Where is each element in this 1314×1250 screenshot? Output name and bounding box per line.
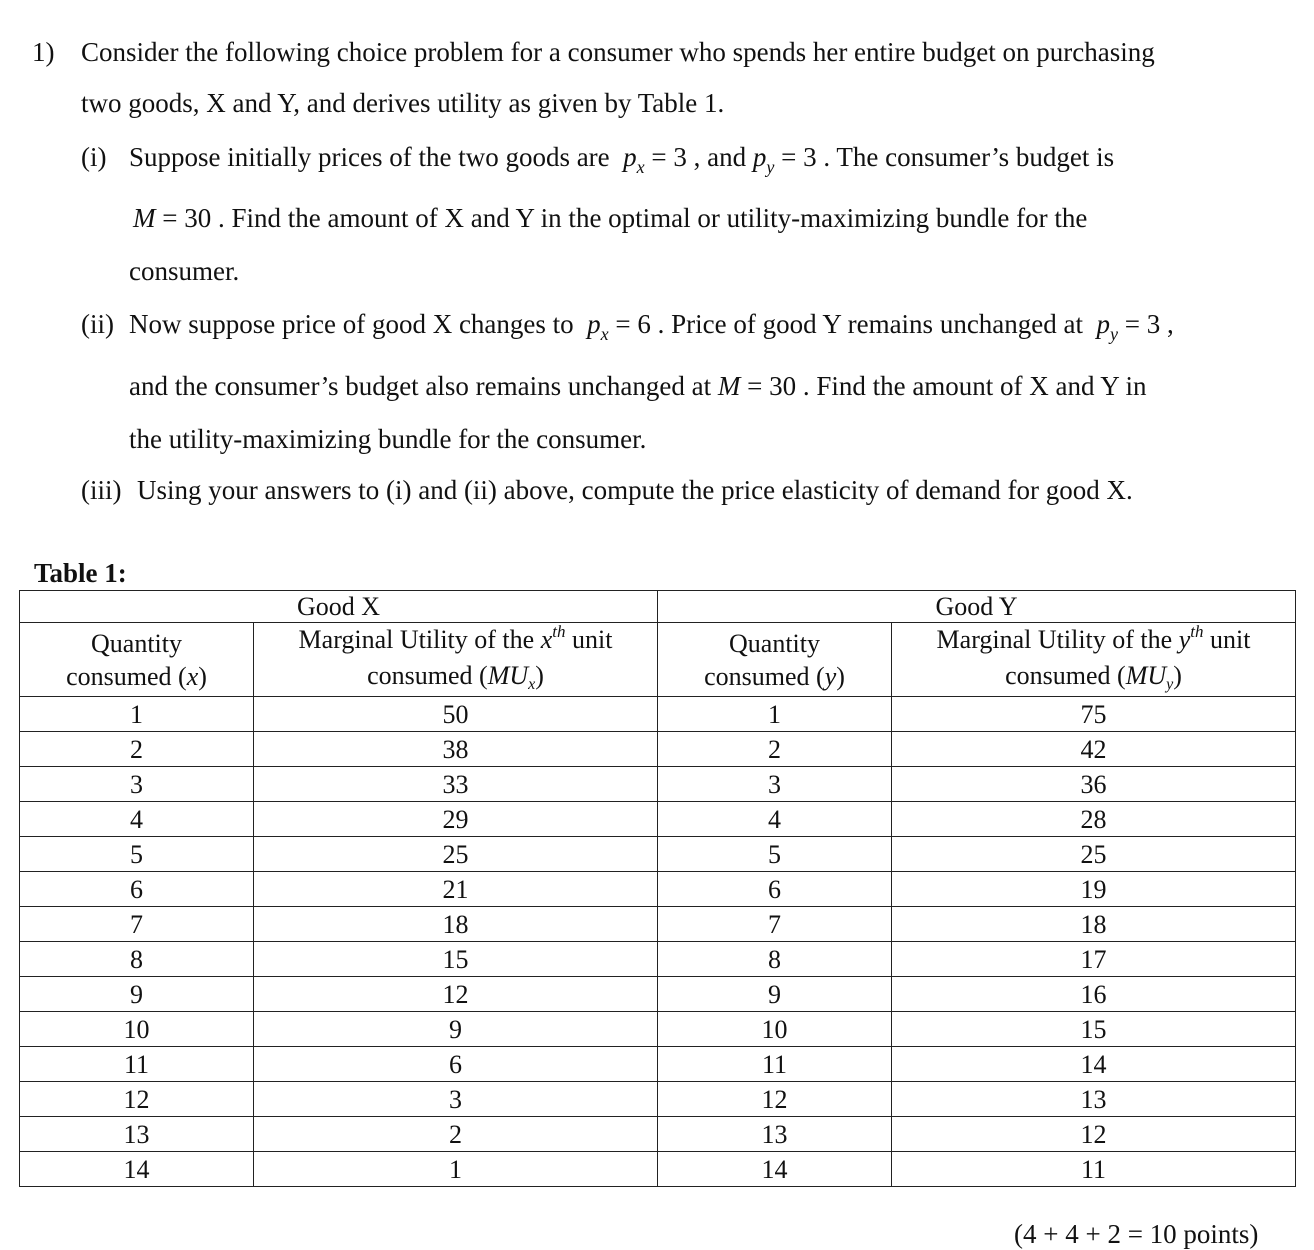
price-x-symbol: p [623, 142, 637, 172]
cell-quantity-x: 9 [20, 977, 254, 1012]
cell-quantity-x: 4 [20, 802, 254, 837]
question-intro-line2: two goods, X and Y, and derives utility as given by Table 1. [81, 88, 725, 118]
cell-quantity-y: 14 [658, 1152, 892, 1187]
variable-y: y [1178, 625, 1191, 654]
budget-symbol: M [133, 203, 156, 233]
cell-mu-y: 42 [892, 732, 1296, 767]
header-line: ) [1173, 661, 1182, 690]
mu-symbol: MU [1125, 661, 1167, 690]
price-x-value: = 6 . Price of good Y remains unchanged at [615, 309, 1084, 339]
cell-quantity-y: 13 [658, 1117, 892, 1152]
header-line: consumed ( [66, 661, 187, 691]
cell-mu-x: 12 [254, 977, 658, 1012]
table-row [20, 907, 1296, 942]
cell-quantity-y: 11 [658, 1047, 892, 1082]
cell-quantity-x: 8 [20, 942, 254, 977]
cell-mu-y: 15 [892, 1012, 1296, 1047]
cell-quantity-x: 13 [20, 1117, 254, 1152]
cell-quantity-y: 10 [658, 1012, 892, 1047]
cell-quantity-y: 7 [658, 907, 892, 942]
table-row [20, 942, 1296, 977]
cell-mu-x: 50 [254, 697, 658, 732]
cell-mu-x: 15 [254, 942, 658, 977]
cell-mu-x: 1 [254, 1152, 658, 1187]
cell-quantity-y: 5 [658, 837, 892, 872]
cell-mu-x: 38 [254, 732, 658, 767]
cell-quantity-y: 4 [658, 802, 892, 837]
header-line: ) [836, 661, 845, 691]
variable-x: x [540, 625, 553, 654]
variable-y: y [824, 661, 837, 691]
cell-quantity-y: 1 [658, 697, 892, 732]
budget-text: = 30 . Find the amount of X and Y in the optimal or utility-maximizing bundle for the [162, 203, 1088, 233]
marginal-utility-table [19, 590, 1296, 1187]
cell-quantity-y: 6 [658, 872, 892, 907]
header-line: Marginal Utility of the [298, 625, 541, 654]
part-iii-text: Using your answers to (i) and (ii) above, compute the price elasticity of demand for good X. [137, 475, 1133, 505]
cell-mu-x: 6 [254, 1047, 658, 1082]
mu-subscript-x: x [528, 676, 536, 693]
part-i-text: Suppose initially prices of the two goods are [129, 142, 610, 172]
cell-mu-y: 25 [892, 837, 1296, 872]
cell-mu-x: 33 [254, 767, 658, 802]
table-row [20, 767, 1296, 802]
price-y-symbol: p [752, 142, 767, 172]
cell-quantity-x: 12 [20, 1082, 254, 1117]
header-line: consumed ( [367, 661, 488, 690]
cell-quantity-x: 11 [20, 1047, 254, 1082]
price-y-symbol: p [1096, 309, 1111, 339]
budget-symbol: M [717, 371, 741, 401]
price-x-symbol: p [587, 309, 601, 339]
header-line: consumed ( [1005, 661, 1126, 690]
group-header-good-y: Good Y [658, 591, 1296, 623]
cell-mu-y: 16 [892, 977, 1296, 1012]
cell-quantity-y: 8 [658, 942, 892, 977]
price-x-subscript: x [636, 157, 645, 177]
table-row [20, 1082, 1296, 1117]
cell-quantity-x: 1 [20, 697, 254, 732]
variable-x: x [186, 661, 199, 691]
table-row [20, 697, 1296, 732]
cell-quantity-x: 5 [20, 837, 254, 872]
superscript-th: th [1190, 622, 1204, 641]
table-row [20, 872, 1296, 907]
table-title: Table 1: [34, 558, 127, 588]
table-row [20, 977, 1296, 1012]
cell-quantity-x: 3 [20, 767, 254, 802]
table-row [20, 732, 1296, 767]
cell-quantity-x: 14 [20, 1152, 254, 1187]
cell-mu-y: 19 [892, 872, 1296, 907]
table-row [20, 1012, 1296, 1047]
cell-mu-y: 11 [892, 1152, 1296, 1187]
cell-mu-x: 2 [254, 1117, 658, 1152]
part-i-line2 [133, 203, 1087, 234]
cell-mu-y: 13 [892, 1082, 1296, 1117]
cell-quantity-x: 10 [20, 1012, 254, 1047]
question-intro-line1: Consider the following choice problem for a consumer who spends her entire budget on purchasing [81, 37, 1155, 67]
group-header-good-x: Good X [20, 591, 658, 623]
header-line: consumed ( [704, 661, 825, 691]
table-body [20, 697, 1296, 1187]
cell-mu-y: 36 [892, 767, 1296, 802]
price-y-value: = 3 . The consumer’s budget is [781, 142, 1115, 172]
cell-mu-x: 9 [254, 1012, 658, 1047]
part-i-label: (i) [81, 142, 107, 172]
table-row [20, 1047, 1296, 1082]
question-number: 1) [32, 37, 55, 67]
column-header-mu-x [254, 623, 658, 697]
cell-quantity-x: 2 [20, 732, 254, 767]
cell-quantity-y: 9 [658, 977, 892, 1012]
cell-mu-y: 14 [892, 1047, 1296, 1082]
part-i-line1 [129, 142, 1115, 177]
part-ii-text: Now suppose price of good X changes to [129, 309, 574, 339]
header-line: ) [198, 661, 207, 691]
header-line: Quantity [91, 628, 182, 658]
cell-mu-y: 75 [892, 697, 1296, 732]
table-row [20, 1117, 1296, 1152]
table-row [20, 1152, 1296, 1187]
part-iii-label: (iii) [81, 475, 122, 505]
header-line: Quantity [729, 628, 820, 658]
budget-text: = 30 . Find the amount of X and Y in [747, 371, 1147, 401]
part-ii-line3: the utility-maximizing bundle for the consumer. [129, 424, 647, 454]
cell-mu-x: 29 [254, 802, 658, 837]
cell-mu-x: 18 [254, 907, 658, 942]
price-y-value: = 3 , [1124, 309, 1174, 339]
cell-mu-x: 3 [254, 1082, 658, 1117]
cell-quantity-y: 12 [658, 1082, 892, 1117]
mu-subscript-y: y [1166, 676, 1174, 693]
cell-mu-x: 21 [254, 872, 658, 907]
part-i-line3: consumer. [129, 256, 240, 286]
column-header-mu-y [892, 623, 1296, 697]
part-ii-line1 [129, 309, 1174, 344]
price-y-subscript: y [1110, 324, 1119, 344]
superscript-th: th [552, 622, 566, 641]
cell-quantity-x: 7 [20, 907, 254, 942]
price-x-subscript: x [600, 324, 609, 344]
part-ii-label: (ii) [81, 309, 114, 339]
table-row [20, 802, 1296, 837]
part-ii-line2 [129, 371, 1147, 402]
cell-mu-y: 28 [892, 802, 1296, 837]
cell-mu-y: 18 [892, 907, 1296, 942]
column-header-quantity-x [20, 623, 254, 697]
cell-quantity-y: 2 [658, 732, 892, 767]
price-x-value: = 3 , and [651, 142, 747, 172]
cell-mu-x: 25 [254, 837, 658, 872]
table-row [20, 837, 1296, 872]
price-y-subscript: y [766, 157, 775, 177]
header-line: unit [1203, 625, 1251, 654]
cell-mu-y: 17 [892, 942, 1296, 977]
header-line: ) [535, 661, 544, 690]
header-line: Marginal Utility of the [936, 625, 1179, 654]
points-note: (4 + 4 + 2 = 10 points) [1014, 1219, 1259, 1249]
cell-mu-y: 12 [892, 1117, 1296, 1152]
mu-symbol: MU [487, 661, 529, 690]
part-ii-line2-text: and the consumer’s budget also remains unchanged at [129, 371, 712, 401]
header-line: unit [565, 625, 613, 654]
column-header-quantity-y [658, 623, 892, 697]
cell-quantity-x: 6 [20, 872, 254, 907]
cell-quantity-y: 3 [658, 767, 892, 802]
